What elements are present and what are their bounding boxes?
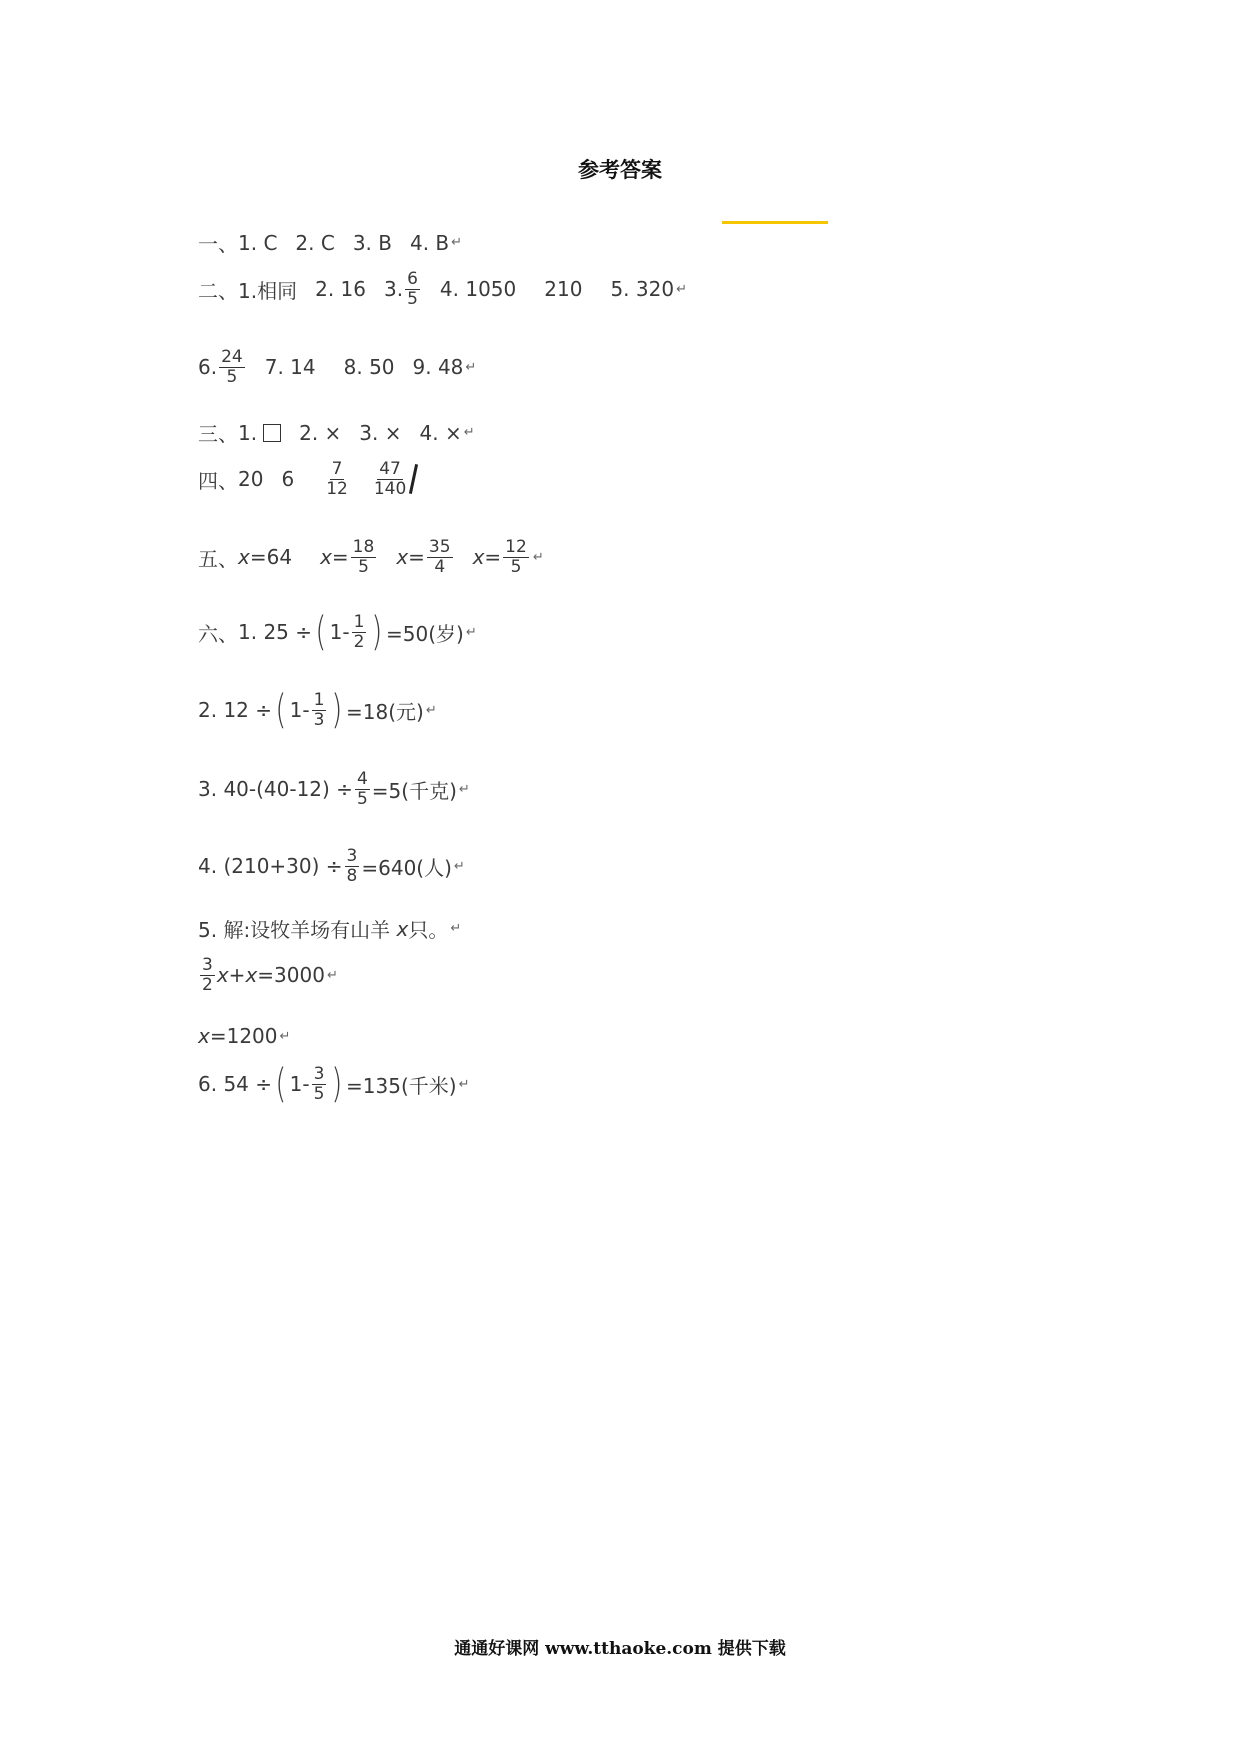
answer-item: 7. 14 [264,355,316,380]
answer-item: 3. [383,277,404,302]
expression: 4. (210+30) ÷ [198,854,343,879]
footer-text: 通通好课网 www.tthaoke.com 提供下载 [454,1639,786,1659]
fraction: $\frac{3}{8}$ [346,846,358,886]
fraction: $\frac{35}{4}$ [428,537,451,577]
section-prefix: 三、 [198,422,238,446]
left-paren: ( [315,609,327,655]
answer-item: 9. 48 [412,355,464,380]
fraction: $\frac{12}{5}$ [505,537,527,577]
answer-section-6-line-5c [198,1024,290,1048]
answer-item: 4. × [419,420,462,445]
answer-section-6-line-1 [198,609,477,655]
answer-item: =64 [249,545,293,570]
result: =3000 [257,963,325,988]
answer-item: 2. × [299,420,342,445]
result: =5(千克) [371,778,457,803]
return-mark: ↵ [532,549,544,565]
answer-section-5 [198,538,544,576]
expression: 3. 40-(40-12) ÷ [198,777,353,802]
return-mark: ↵ [458,1076,470,1092]
variable-x: x [238,545,250,570]
return-mark: ↵ [465,359,477,375]
section-prefix: 二、 [198,278,238,303]
pen-mark-icon [409,464,418,494]
variable-x: x [472,545,485,570]
answer-section-6-line-5b [198,956,338,994]
expression: 只。 [408,918,449,942]
return-mark: ↵ [465,624,477,640]
answer-item: 6. [198,355,218,380]
answer-item: 8. 50 [343,355,395,380]
checkbox-icon [263,424,281,442]
return-mark: ↵ [450,921,462,936]
return-mark: ↵ [458,781,470,797]
expression: 2. 12 ÷ [198,698,273,722]
left-paren: ( [275,1061,287,1107]
variable-x: x [216,963,229,988]
return-mark: ↵ [279,1028,291,1044]
answer-item: 1.相同 [238,278,298,303]
page-title: 参考答案 [578,157,662,182]
fraction: $\frac{47}{140}$ [373,459,407,499]
result: =1200 [209,1024,278,1048]
section-prefix: 六、 [198,621,238,646]
return-mark: ↵ [463,425,475,440]
expression: 6. 54 ÷ [198,1072,273,1096]
return-mark: ↵ [326,967,338,983]
answer-section-6-line-5 [198,914,461,943]
fraction: $\frac{3}{5}$ [313,1063,325,1104]
answer-item: 1. [238,420,258,445]
equals: = [408,545,425,570]
fraction: $\frac{18}{5}$ [352,537,375,577]
variable-x: x [396,545,409,570]
return-mark: ↵ [676,281,687,297]
right-paren: ) [331,687,343,733]
answer-item: 2. C [295,230,335,255]
fraction: $\frac{1}{3}$ [313,689,325,730]
fraction: $\frac{7}{12}$ [326,459,348,499]
fraction: $\frac{6}{5}$ [407,269,418,309]
plus: + [228,963,246,988]
answer-item: 20 [238,467,264,492]
variable-x: x [320,545,332,570]
return-mark: ↵ [451,235,463,250]
section-prefix: 一、 [198,232,238,256]
variable-x: x [245,963,258,988]
return-mark: ↵ [453,858,465,874]
answer-section-3 [198,418,475,447]
answer-item: 2. 16 [315,277,366,302]
expression: 1- [289,1072,310,1096]
result: =640(人) [361,855,452,880]
result: =135(千米) [346,1073,457,1098]
answer-item: 1. C [238,230,278,255]
expression: 1. 25 ÷ [238,620,313,644]
fraction: $\frac{3}{2}$ [202,955,213,995]
left-paren: ( [275,687,287,733]
return-mark: ↵ [425,702,437,718]
answer-item: 4. B [409,230,450,255]
equals: = [331,545,349,570]
answer-item: 4. 1050 [439,277,517,302]
fraction: $\frac{1}{2}$ [353,611,365,652]
right-paren: ) [331,1061,343,1107]
section-prefix: 四、 [198,468,238,493]
answer-item: 3. × [359,420,402,445]
answer-item: 6 [281,467,295,492]
equals: = [484,545,502,570]
answer-section-2-line-1 [198,270,687,308]
answer-item: 5. 320 [610,277,675,302]
fraction: $\frac{24}{5}$ [221,347,243,387]
variable-x: x [396,916,409,941]
answer-section-2-line-2 [198,348,476,386]
expression: 1- [289,698,310,722]
answer-section-6-line-2 [198,687,437,733]
result: =50(岁) [386,621,464,646]
variable-x: x [198,1024,210,1048]
answer-section-1 [198,228,462,257]
answer-item: 3. B [352,230,392,255]
answer-item: 210 [544,277,583,302]
result: =18(元) [346,699,424,724]
highlight-line [722,221,828,224]
expression: 5. 解:设牧羊场有山羊 [198,918,391,942]
answer-section-4 [198,460,415,498]
section-prefix: 五、 [198,546,238,571]
answer-section-6-line-4 [198,847,465,885]
fraction: $\frac{4}{5}$ [356,769,368,809]
right-paren: ) [371,609,383,655]
answer-section-6-line-3 [198,770,470,808]
expression: 1- [329,620,350,644]
answer-section-6-line-6 [198,1061,470,1107]
